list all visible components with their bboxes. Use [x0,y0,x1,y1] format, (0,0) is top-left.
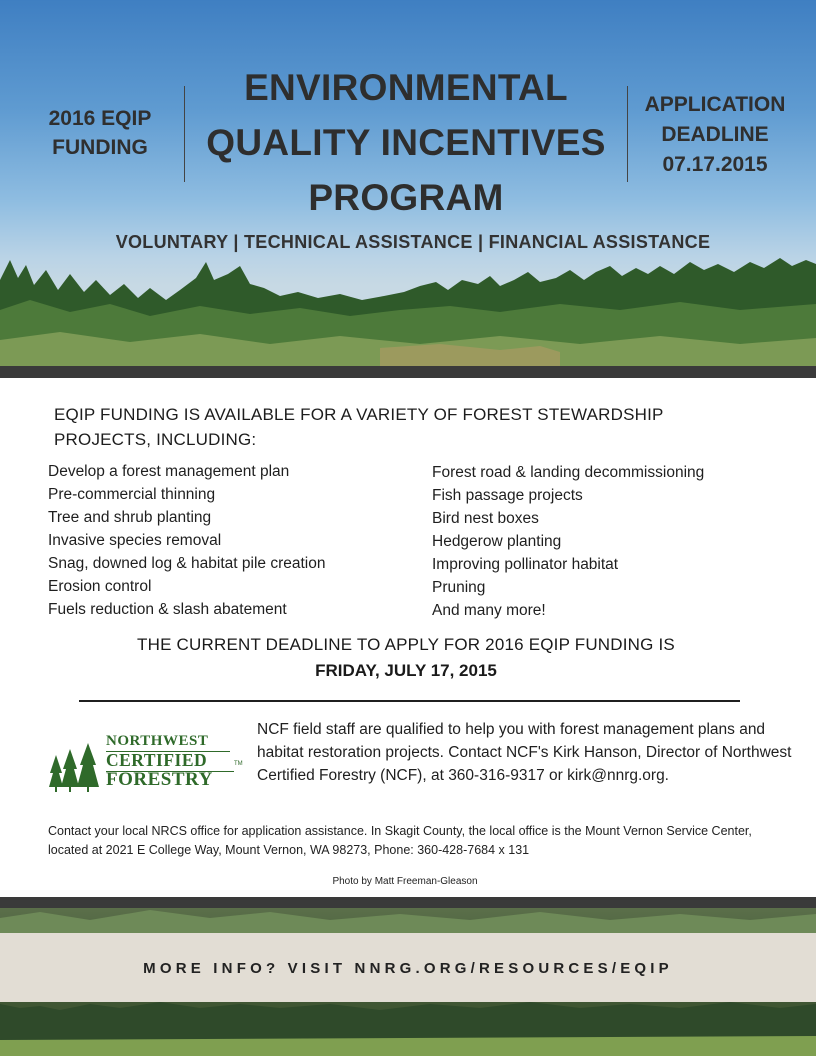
ncf-logo [48,733,248,793]
deadline-line3: 07.17.2015 [662,153,768,176]
list-item: Tree and shrub planting [48,509,212,526]
funding-year-line2: FUNDING [52,136,148,159]
deadline-notice-line1: THE CURRENT DEADLINE TO APPLY FOR 2016 EQIP FUNDING IS [137,635,675,654]
list-item: Erosion control [48,578,152,595]
photo-credit: Photo by Matt Freeman-Gleason [332,876,478,887]
list-item: Improving pollinator habitat [432,556,619,573]
projects-list-left [48,460,325,621]
more-info-link[interactable]: MORE INFO? VISIT NNRG.ORG/RESOURCES/EQIP [143,960,673,977]
header-divider-right [627,86,628,182]
trademark-mark: TM [234,761,243,767]
divider-band-top [0,366,816,378]
list-item: Hedgerow planting [432,533,562,550]
application-deadline-label [630,90,800,180]
title-line3: PROGRAM [308,177,504,218]
deadline-date: FRIDAY, JULY 17, 2015 [315,661,497,680]
deadline-notice [0,632,812,684]
logo-word-certified: CERTIFIED [106,750,208,770]
ncf-contact-text: NCF field staff are qualified to help you with forest management plans and habitat restoration projects. Contact NCF's Kirk Hanson, Director of Northwest Certified Forestry (NCF), at 360-316-9317 or kirk@nnrg.org. [257,721,792,784]
funding-year-label [20,104,180,162]
funding-year-line1: 2016 EQIP [48,107,152,130]
header-hero [0,0,816,366]
projects-list-right [432,461,704,622]
title-line2: QUALITY INCENTIVES [206,122,606,163]
deadline-line2: DEADLINE [661,123,769,146]
page-title [188,60,624,225]
intro-line2: PROJECTS, INCLUDING: [54,430,257,449]
forest-treeline-image [0,240,816,366]
list-item: Snag, downed log & habitat pile creation [48,555,326,572]
tagline: VOLUNTARY | TECHNICAL ASSISTANCE | FINANCIAL ASSISTANCE [115,232,711,252]
section-divider [79,700,740,702]
divider-band-bottom [0,897,816,908]
list-item: Pruning [432,579,486,596]
list-item: Invasive species removal [48,532,222,549]
logo-word-forestry: FORESTRY [106,769,213,790]
logo-word-northwest: NORTHWEST [106,733,209,749]
list-item: Pre-commercial thinning [48,486,216,503]
intro-heading [54,402,774,452]
tree-icon [48,737,104,793]
list-item: Develop a forest management plan [48,463,290,480]
list-item: And many more! [432,602,546,619]
nrcs-contact-text: Contact your local NRCS office for application assistance. In Skagit County, the local office is the Mount Vernon Service Center, located at 2021 E College Way, Mount Vernon, WA 98273, Phone: 360-428-7684 x 131 [48,824,752,857]
deadline-line1: APPLICATION [644,93,786,116]
list-item: Forest road & landing decommissioning [432,464,705,481]
list-item: Bird nest boxes [432,510,539,527]
header-divider-left [184,86,185,182]
title-line1: ENVIRONMENTAL [244,67,568,108]
list-item: Fish passage projects [432,487,583,504]
list-item: Fuels reduction & slash abatement [48,601,287,618]
intro-line1: EQIP FUNDING IS AVAILABLE FOR A VARIETY OF FOREST STEWARDSHIP [54,405,664,424]
